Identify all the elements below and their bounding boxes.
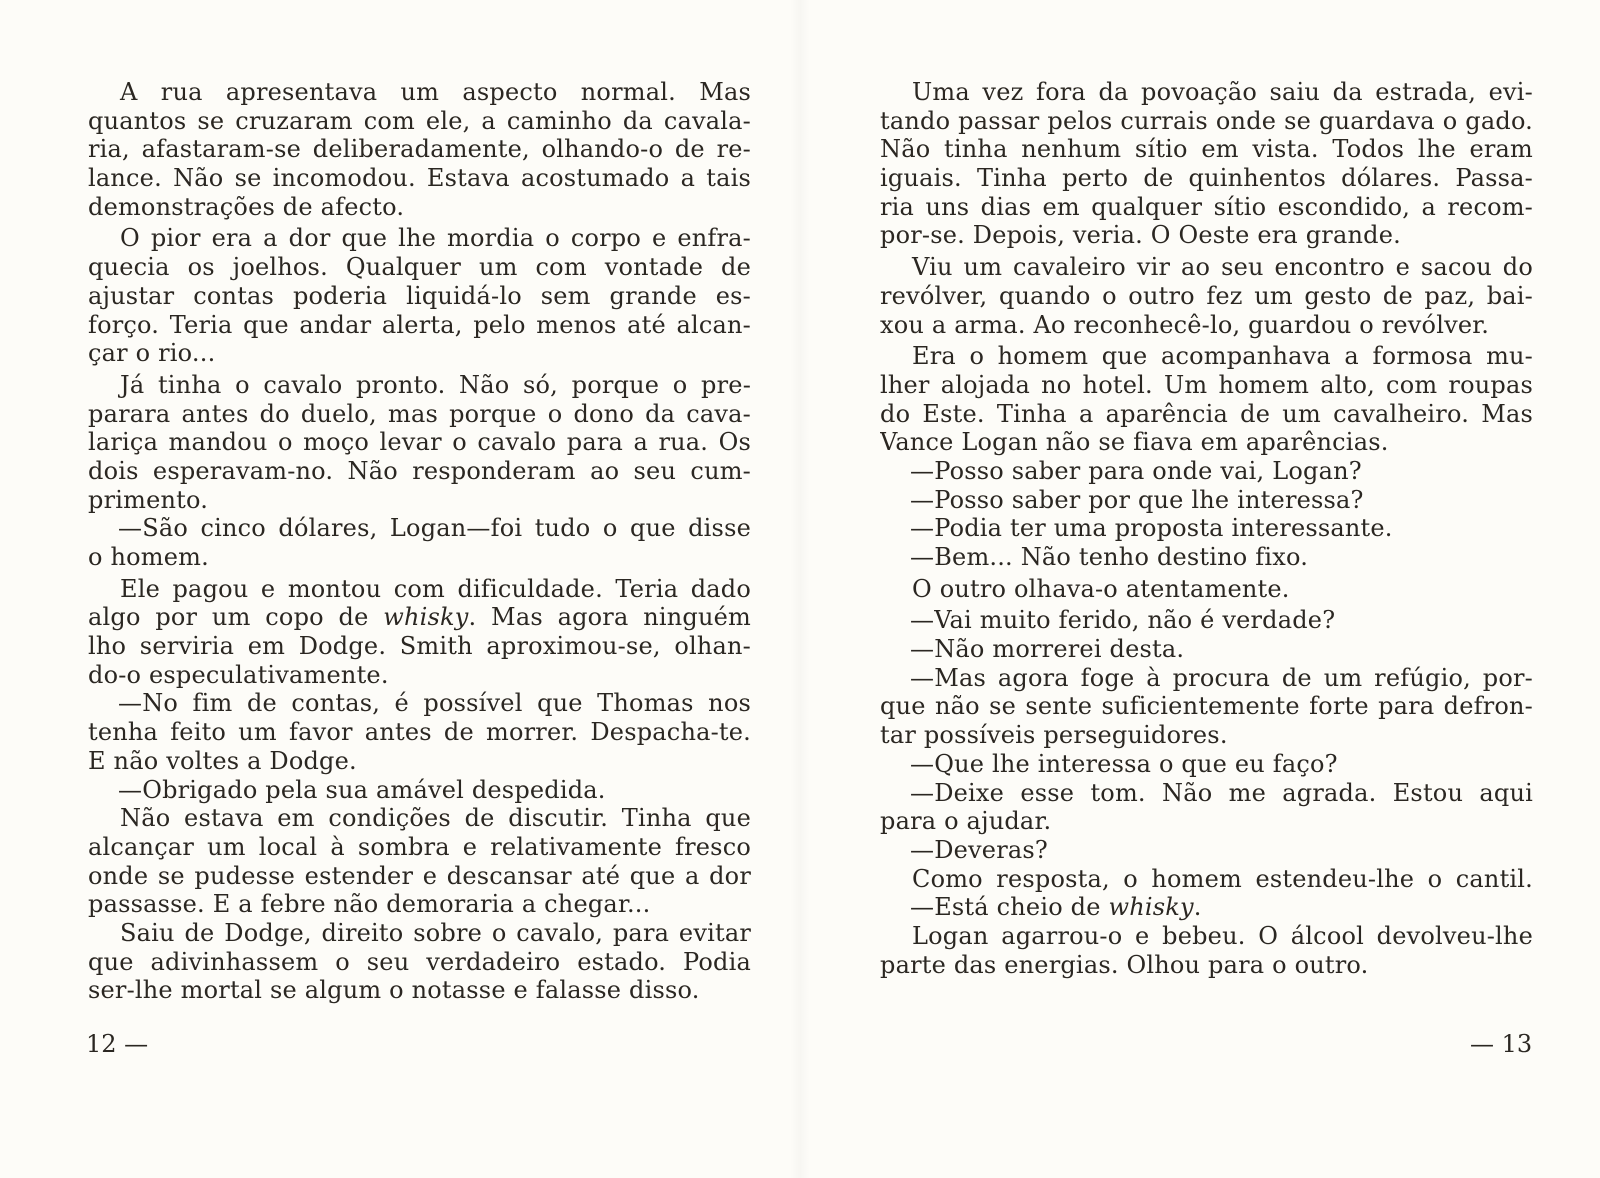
text-line: E não voltes a Dodge. [88, 746, 357, 775]
text-segment: . [1193, 893, 1202, 922]
text-line: quecia os joelhos. Qualquer um com vontade de [88, 253, 751, 282]
text-line: tando passar pelos currais onde se guardava o gado. [880, 106, 1533, 135]
text-segment: algo por um copo de [88, 603, 369, 632]
dialogue-line [880, 893, 1533, 922]
text-line: ria, afastaram-se deliberadamente, olhando-o de re- [88, 135, 751, 164]
text-line: Vance Logan não se fiava em aparências. [880, 428, 1389, 457]
text-line: iguais. Tinha perto de quinhentos dólares. Passa- [880, 164, 1533, 193]
text-line: onde se pudesse estender e descansar até que a dor [88, 861, 751, 890]
text-line: ser-lhe mortal se algum o notasse e falasse disso. [88, 976, 700, 1005]
dialogue-line: —Deixe esse tom. Não me agrada. Estou aqui [910, 778, 1533, 807]
dialogue-line: —Posso saber por que lhe interessa? [910, 485, 1364, 514]
text-line: parte das energias. Olhou para o outro. [880, 950, 1369, 979]
dialogue-line: —No fim de contas, é possível que Thomas nos [118, 689, 751, 718]
text-line: alcançar um local à sombra e relativamente fresco [88, 832, 751, 861]
text-line: dois esperavam-no. Não responderam ao seu cum- [88, 456, 751, 485]
text-line: do Este. Tinha a aparência de um cavalheiro. Mas [880, 399, 1533, 428]
italic-word: whisky [383, 603, 469, 632]
dialogue-line: —Deveras? [910, 835, 1048, 864]
dialogue-line: —Obrigado pela sua amável despedida. [118, 775, 606, 804]
text-line: forço. Teria que andar alerta, pelo menos até alcan- [88, 310, 751, 339]
text-line: passasse. E a febre não demoraria a chegar... [88, 890, 651, 919]
left-page [88, 78, 751, 1005]
text-line: demonstrações de afecto. [88, 192, 405, 221]
dialogue-line: —Não morrerei desta. [910, 635, 1185, 664]
text-line: tar possíveis perseguidores. [880, 721, 1228, 750]
text-line: revólver, quando o outro fez um gesto de paz, bai- [880, 281, 1533, 310]
text-line: A rua apresentava um aspecto normal. Mas [120, 78, 751, 106]
page-number-left: 12 — [86, 1030, 149, 1058]
text-segment: . Mas agora ninguém [468, 603, 751, 632]
text-line: ajustar contas poderia liquidá-lo sem grande es- [88, 281, 751, 310]
text-line: lance. Não se incomodou. Estava acostumado a tais [88, 164, 751, 193]
text-line: Era o homem que acompanhava a formosa mu- [912, 342, 1533, 371]
text-line: primento. [88, 485, 209, 514]
text-line: lher alojada no hotel. Um homem alto, com roupas [880, 370, 1533, 399]
text-line: ria uns dias em qualquer sítio escondido, a recom- [880, 192, 1533, 221]
dialogue-line: —Posso saber para onde vai, Logan? [910, 456, 1362, 485]
text-line: Logan agarrou-o e bebeu. O álcool devolveu-lhe [912, 921, 1533, 950]
text-line: Como resposta, o homem estendeu-lhe o cantil. [912, 864, 1533, 893]
text-line: lariça mandou o moço levar o cavalo para a rua. Os [88, 428, 751, 457]
text-line: quantos se cruzaram com ele, a caminho da cavala- [88, 106, 751, 135]
italic-word: whisky [1108, 893, 1194, 922]
text-line: xou a arma. Ao reconhecê-lo, guardou o revólver. [880, 310, 1490, 339]
dialogue-line: —Que lhe interessa o que eu faço? [910, 749, 1338, 778]
text-line: Já tinha o cavalo pronto. Não só, porque o pre- [120, 370, 751, 399]
text-line: para o ajudar. [880, 807, 1052, 836]
right-page [880, 78, 1533, 979]
text-segment: —Está cheio de [910, 893, 1101, 922]
text-line: Não tinha nenhum sítio em vista. Todos lhe eram [880, 135, 1533, 164]
dialogue-line: —São cinco dólares, Logan—foi tudo o que disse [118, 514, 751, 543]
text-line: O pior era a dor que lhe mordia o corpo e enfra- [120, 224, 751, 253]
page-number-right: — 13 [1470, 1030, 1533, 1058]
dialogue-line: —Mas agora foge à procura de um refúgio, por- [910, 663, 1533, 692]
dialogue-line: —Vai muito ferido, não é verdade? [910, 606, 1336, 635]
text-line: Uma vez fora da povoação saiu da estrada, evi- [912, 78, 1533, 106]
text-line: çar o rio... [88, 339, 216, 368]
book-gutter [790, 0, 810, 1178]
text-line: que adivinhassem o seu verdadeiro estado. Podia [88, 947, 751, 976]
text-line: que não se sente suficientemente forte para defron- [880, 692, 1533, 721]
text-line: por-se. Depois, veria. O Oeste era grande. [880, 221, 1401, 250]
text-line: o homem. [88, 543, 209, 571]
text-line: Ele pagou e montou com dificuldade. Teria dado [120, 574, 751, 603]
text-line: Saiu de Dodge, direito sobre o cavalo, para evitar [120, 918, 751, 947]
dialogue-line: —Bem... Não tenho destino fixo. [910, 543, 1309, 571]
dialogue-line: —Podia ter uma proposta interessante. [910, 514, 1393, 543]
text-line: O outro olhava-o atentamente. [912, 574, 1290, 603]
text-line: parara antes do duelo, mas porque o dono da cava- [88, 399, 751, 428]
text-line: do-o especulativamente. [88, 660, 389, 689]
text-line: Não estava em condições de discutir. Tinha que [120, 804, 751, 833]
text-line: lho serviria em Dodge. Smith aproximou-se, olhan- [88, 632, 751, 661]
text-line: tenha feito um favor antes de morrer. Despacha-te. [88, 718, 751, 747]
text-line [88, 603, 751, 632]
text-line: Viu um cavaleiro vir ao seu encontro e sacou do [912, 253, 1533, 282]
